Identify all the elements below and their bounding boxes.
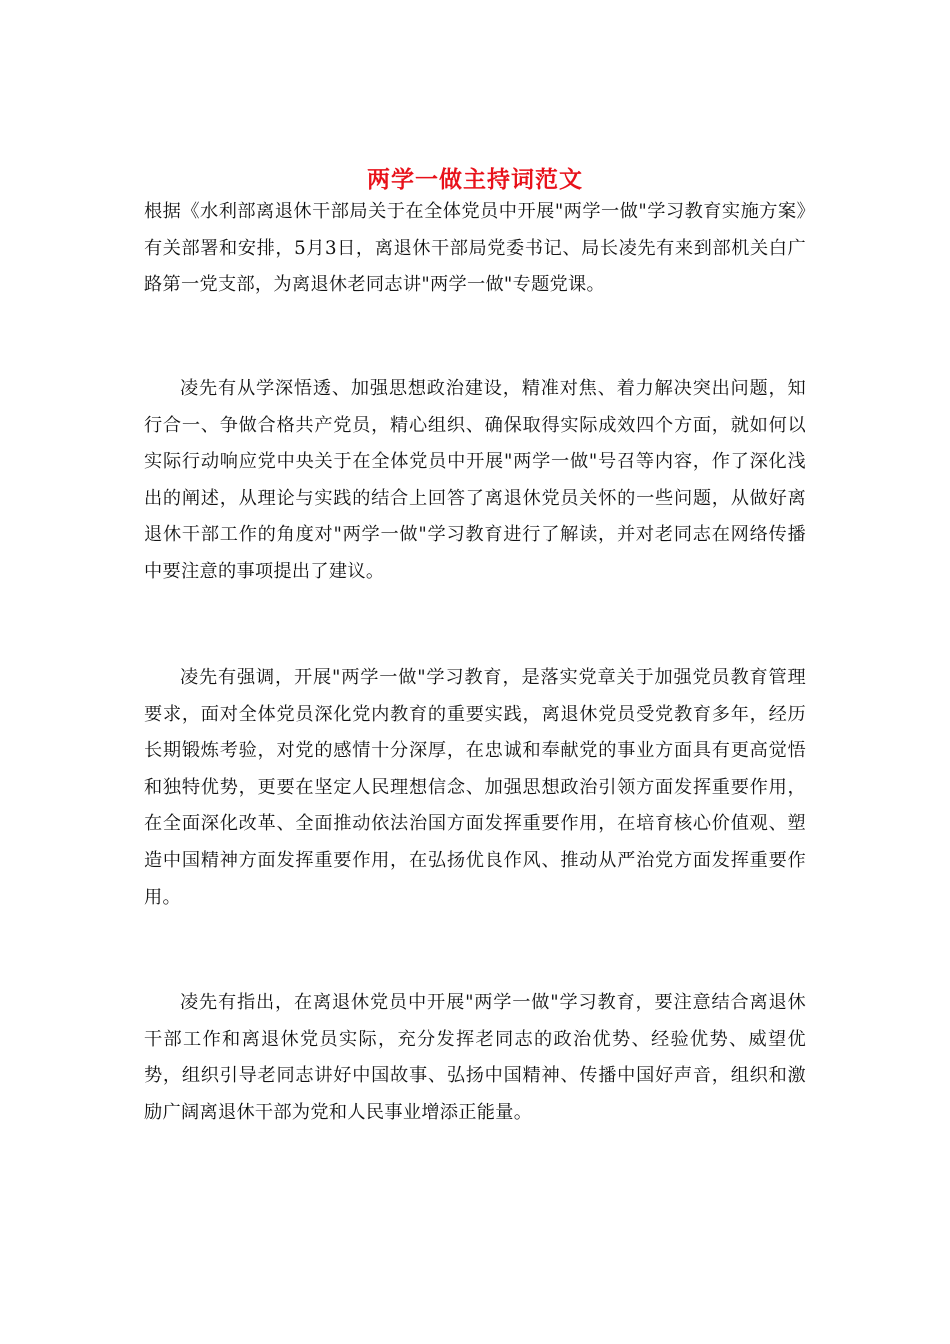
paragraph-body-1: 凌先有从学深悟透、加强思想政治建设，精准对焦、着力解决突出问题，知行合一、争做合格共产党员，精心组织、确保取得实际成效四个方面，就如何以实际行动响应党中央关于在全体党员中开展"两学一做"号召等内容，作了深化浅出的阐述，从理论与实践的结合上回答了离退休党员关怀的一些问题，从做好离退休干部工作的角度对"两学一做"学习教育进行了解读，并对老同志在网络传播中要注意的事项提出了建议。 [144, 378, 806, 582]
paragraph-intro: 根据《水利部离退休干部局关于在全体党员中开展"两学一做"学习教育实施方案》有关部署和安排，5月3日，离退休干部局党委书记、局长凌先有来到部机关白广路第一党支部，为离退休老同志讲"两学一做"专题党课。 [144, 201, 806, 296]
paragraph-body-3: 凌先有指出，在离退休党员中开展"两学一做"学习教育，要注意结合离退休干部工作和离退休党员实际，充分发挥老同志的政治优势、经验优势、威望优势，组织引导老同志讲好中国故事、弘扬中国精神、传播中国好声音，组织和激励广阔离退休干部为党和人民事业增添正能量。 [144, 992, 806, 1123]
paragraph-body-2: 凌先有强调，开展"两学一做"学习教育，是落实党章关于加强党员教育管理要求，面对全体党员深化党内教育的重要实践，离退休党员受党教育多年，经历长期锻炼考验，对党的感情十分深厚，在忠诚和奉献党的事业方面具有更高觉悟和独特优势，更要在坚定人民理想信念、加强思想政治引领方面发挥重要作用，在全面深化改革、全面推动依法治国方面发挥重要作用，在培育核心价值观、塑造中国精神方面发挥重要作用，在弘扬优良作风、推动从严治党方面发挥重要作用。 [144, 667, 806, 908]
document-title: 两学一做主持词范文 [367, 166, 583, 194]
